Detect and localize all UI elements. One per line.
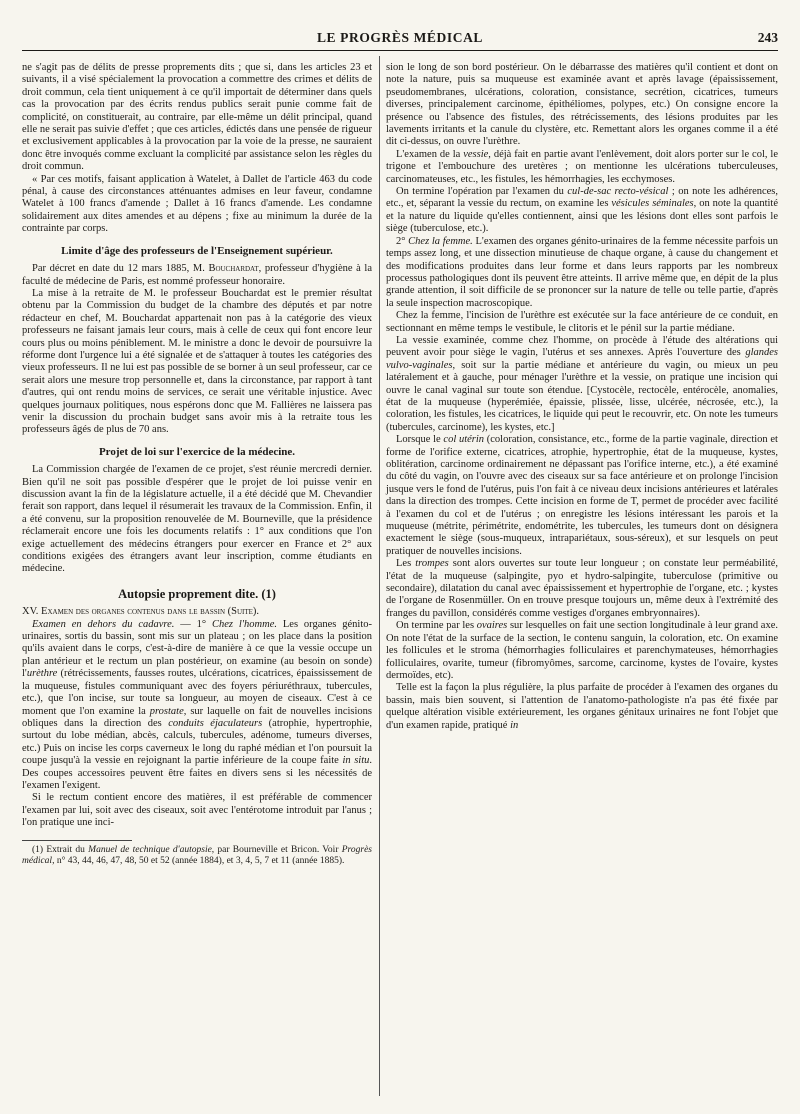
column-divider — [379, 56, 380, 1096]
paragraph: « Par ces motifs, faisant application à Watelet, à Dallet de l'article 463 du code pénal, à cause des circonstances atténuantes admises en leur faveur, condamne Watelet à 100 francs d'amende ; Dallet à 16 francs d'amende. Les condamne solidairement aux dites amendes et au dépens ; fixe au minimum la durée de la contrainte par corps. — [22, 173, 372, 235]
paragraph: sion le long de son bord postérieur. On le débarrasse des matières qu'il contient et dont on note la nature, puis sa muqueuse est examinée avant et après lavage (épaississement, pseudomembranes, ulcérations, coloration, consistance, secrétion, cicatrices, tumeurs diverses, principalement carcinome, épithéliomes, polypes, etc.) On consigne encore la présence ou l'absence des fistules, des rétrécissements, des lésions produites par les lavements irritants et la canule du clystère, etc. Remettant alors les organes comme il a été dit ci-dessus, on ouvre l'urèthre. — [386, 62, 778, 148]
page-header — [22, 30, 778, 48]
right-column — [386, 62, 778, 732]
paragraph: L'examen de la vessie, déjà fait en partie avant l'enlèvement, doit alors porter sur le col, le trigone et l'embouchure des uretères ; on mentionne les ulcérations tuberculeuses, carcinomateuses, etc., les fistules, les hémorrhagies, les ecchymoses. — [386, 148, 778, 185]
paragraph: Telle est la façon la plus régulière, la plus parfaite de procéder à l'examen des organes du bassin, mais bien souvent, si l'attention de l'anatomo-pathologiste n'a pas été fixée par quelque altération visible extérieurement, les organes génitaux urinaires ne font l'objet que d'un examen rapide, pratiqué in — [386, 682, 778, 731]
page-number: 243 — [757, 30, 778, 45]
paragraph: La Commission chargée de l'examen de ce projet, s'est réunie mercredi dernier. Bien qu'il ne soit pas possible d'espérer que le projet de loi puisse venir en discussion avant la fin de la législature actuelle, il a été décidé que M. Chevandier ferait son rapport, dans lequel il résumerait les travaux de la Commission. Enfin, il a été convenu, sur la proposition renouvelée de M. Bourneville, que la présidence réclamerait encore une fois les documents relatifs : 1° aux conditions que l'on exige actuellement des médecins étrangers pour exercer en France et 2° aux conditions exigées des étrangers avant leur inscription, comme étudiants en médecine. — [22, 464, 372, 575]
footnote: (1) Extrait du Manuel de technique d'autopsie, par Bourneville et Bricon. Voir Progrès médical, n° 43, 44, 46, 47, 48, 50 et 52 (année 1884), et 3, 4, 5, 7 et 11 (année 1885). — [22, 844, 372, 867]
paragraph: Par décret en date du 12 mars 1885, M. Bouchardat, professeur d'hygiène à la faculté de médecine de Paris, est nommé professeur honoraire. — [22, 263, 372, 287]
section-title: Limite d'âge des professeurs de l'Enseignement supérieur. — [61, 244, 333, 257]
section-title: Projet de loi sur l'exercice de la médecine. — [98, 445, 296, 458]
paragraph: Lorsque le col utérin (coloration, consistance, etc., forme de la partie vaginale, direction et forme de l'orifice externe, cicatrices, atrophie, hypertrophie, état de la muqueuse, kystes, oblitération, carcinome ordinairement ne dépassant pas l'orifice interne, etc.), a été examiné du côté du vagin, on l'ouvre avec des ciseaux sur sa face antérieure et on prolonge l'incision jusque vers le fond de l'utérus, puis l'on fait à ce niveau deux incisions antérieures et latérales dans la direction des trompes. Cette incision en forme de T, permet de procéder avec facilité à l'examen du col et de l'utérus ; on enregistre les lésions intéressant les parois et la muqueuse (métrite, périmétrite, endométrite, les tubercules, les tumeurs dont on désignera exactement le siège (sous-muqueux, intrapariétaux, sous-séreux), et sur lesquels on peut pratiquer de nouvelles incisions. — [386, 434, 778, 557]
subsection-title: XV. Examen des organes contenus dans le bassin (Suite). — [22, 606, 260, 618]
paragraph: Les trompes sont alors ouvertes sur toute leur longueur ; on constate leur perméabilité, l'état de la muqueuse (salpingite, pyo et hydro-salpingite, tuberculose (primitive ou secondaire), dilatation du canal avec épaississement et hypertrophie de l'organe, etc. ; kystes de l'organe de Rosenmüller. On en trouve presque toujours un, même deux à l'extrémité des franges du pavillon, considérés comme vestiges d'organes embryonnaires). — [386, 558, 778, 619]
header-rule — [22, 50, 778, 51]
paragraph: Si le rectum contient encore des matières, il est préférable de commencer l'examen par lui, soit avec des ciseaux, soit avec l'entérotome introduit par l'anus ; l'on pratique une inci- — [22, 792, 372, 829]
paragraph: 2° Chez la femme. L'examen des organes génito-urinaires de la femme nécessite parfois un temps assez long, et une dissection minutieuse de chaque organe, à cause du changement et des modifications produites dans leur forme et dans leurs rapports par les nombreux processus pathologiques dont ils peuvent être atteints. Il arrive même que, en dépit de la plus grande attention, il soit difficile de se prononcer sur la nature de telle ou telle partie, d'après la seule inspection macroscopique. — [386, 235, 778, 309]
section-title: Autopsie proprement dite. (1) — [118, 586, 276, 601]
paragraph: ne s'agit pas de délits de presse proprements dits ; que si, dans les articles 23 et suivants, il a visé spécialement la provocation a commettre des crimes et délits de droit commun, cela tient uniquement à ce qu'il importait de déterminer dans quels cas la provocation par des écrits rendus publics serait punie comme fait de complicité, on constituerait, au contraire, par elle-même un délit principal, quand elle ne serait pas suivie d'effet ; que ces articles, édictés dans une pensée de rigueur et exclusivement applicables à la provocation par la voie de la presse, ne sauraient donc être invoqués comme excluant la complicité par assistance selon les règles du droit commun. — [22, 62, 372, 173]
footnote-rule — [22, 840, 132, 841]
journal-title: LE PROGRÈS MÉDICAL — [316, 30, 484, 45]
paragraph: Chez la femme, l'incision de l'urèthre est exécutée sur la face antérieure de ce conduit, en sectionnant en même temps le vestibule, le clitoris et le pénil sur la partie médiane. — [386, 310, 778, 334]
left-column — [22, 62, 372, 868]
paragraph: On termine par les ovaires sur lesquelles on fait une section longitudinale à leur grand axe. On note l'état de la surface de la section, le contenu sanguin, la coloration, etc. On examine les follicules et le stroma (hémorrhagies folliculaires et parenchymateuses, hémorrhagies folliculaires, ovarite, tumeur (fibromyômes, sarcome, carcinome, kystes de l'ovaire, kystes dermoïdes, etc). — [386, 620, 778, 681]
paragraph: On termine l'opération par l'examen du cul-de-sac recto-vésical ; on note les adhérences, etc., et, séparant la vessie du rectum, on examine les vésicules séminales, on note la quantité et la nature du liquide qu'elles contiennent, ainsi que les lésions dont elles sont parfois le siège (tuberculose, etc.). — [386, 186, 779, 235]
paragraph: La vessie examinée, comme chez l'homme, on procède à l'étude des altérations qui peuvent avoir pour siège le vagin, l'utérus et ses annexes. Après l'ouverture des glandes vulvo-vaginales, soit sur la partie médiane et antérieure du vagin, ou mieux un peu latéralement et à gauche, pour ménager l'urèthre et la vessie, on pratique une incision qui ouvre le canal vaginal sur toute son étendue. [Cystocèle, rectocèle, entérocèle, anomalies, état de la muqueuse (hyperémiée, épaissie, plissée, lisse, ulcérée, nécrosée, etc.), la coloration, les fistules, les cicatrices, le liquide qui peut le recouvrir, etc. On note les tumeurs (tubercules, carcinome), les kystes, etc.] — [386, 334, 778, 433]
paragraph: La mise à la retraite de M. le professeur Bouchardat est le premier résultat obtenu par la Commission du budget de la chambre des députés et par notre rédacteur en chef, M. Bouchardat appartenait non pas à la catégorie des vieux professeurs ne faisant jamais leur cours, mais à celle de ceux qui font encore leur cours plus ou moins péniblement. M. le ministre a donc le devoir de poursuivre la réforme dont l'urgence lui a été signalée et de s'attaquer à toutes les catégories des vieux professeurs. Il ne lui est pas possible de se borner à un seul professeur, car ce serait alors une mesure trop personnelle et, dans la circonstance, par rapport à tant d'autres, qui ont rendu moins de services, ce serait une véritable injustice. Avec quelques journaux politiques, nous espérons donc que M. Fallières ne laissera pas venir la discussion du prochain budget sans avoir mis à la retraite tous les professeurs âgés de plus de 70 ans. — [22, 287, 372, 436]
paragraph: Examen en dehors du cadavre. — 1° Chez l'homme. Les organes génito-urinaires, sortis du bassin, sont mis sur un plateau ; on les place dans la position qu'ils avaient dans le corps, c'est-à-dire de manière à ce que la vessie occupe un plan antérieur et le rectum un plan postérieur, on examine (au besoin on sonde) l'urèthre (rétrécissements, fausses routes, ulcérations, cicatrices, épaississement de la muqueuse, fistules communiquant avec des foyers périuréthraux, tubercules, etc.), que l'on incise, sur toute sa longueur, au moyen de ciseaux. C'est à ce moment que l'on examine la prostate, sur laquelle on fait de nouvelles incisions obliques dans la direction des conduits éjaculateurs (atrophie, hypertrophie, surtout du lobe médian, abcès, calculs, tubercules, adénome, tumeurs diverses, etc.) Puis on incise les corps caverneux le long du raphé médian et l'on poursuit la coupe jusqu'à la vessie en rejoignant la partie inférieure de la coupe faite in situ. Des coupes accessoires peuvent être faites en divers sens si les nécessités de l'examen l'exigent. — [22, 618, 373, 791]
